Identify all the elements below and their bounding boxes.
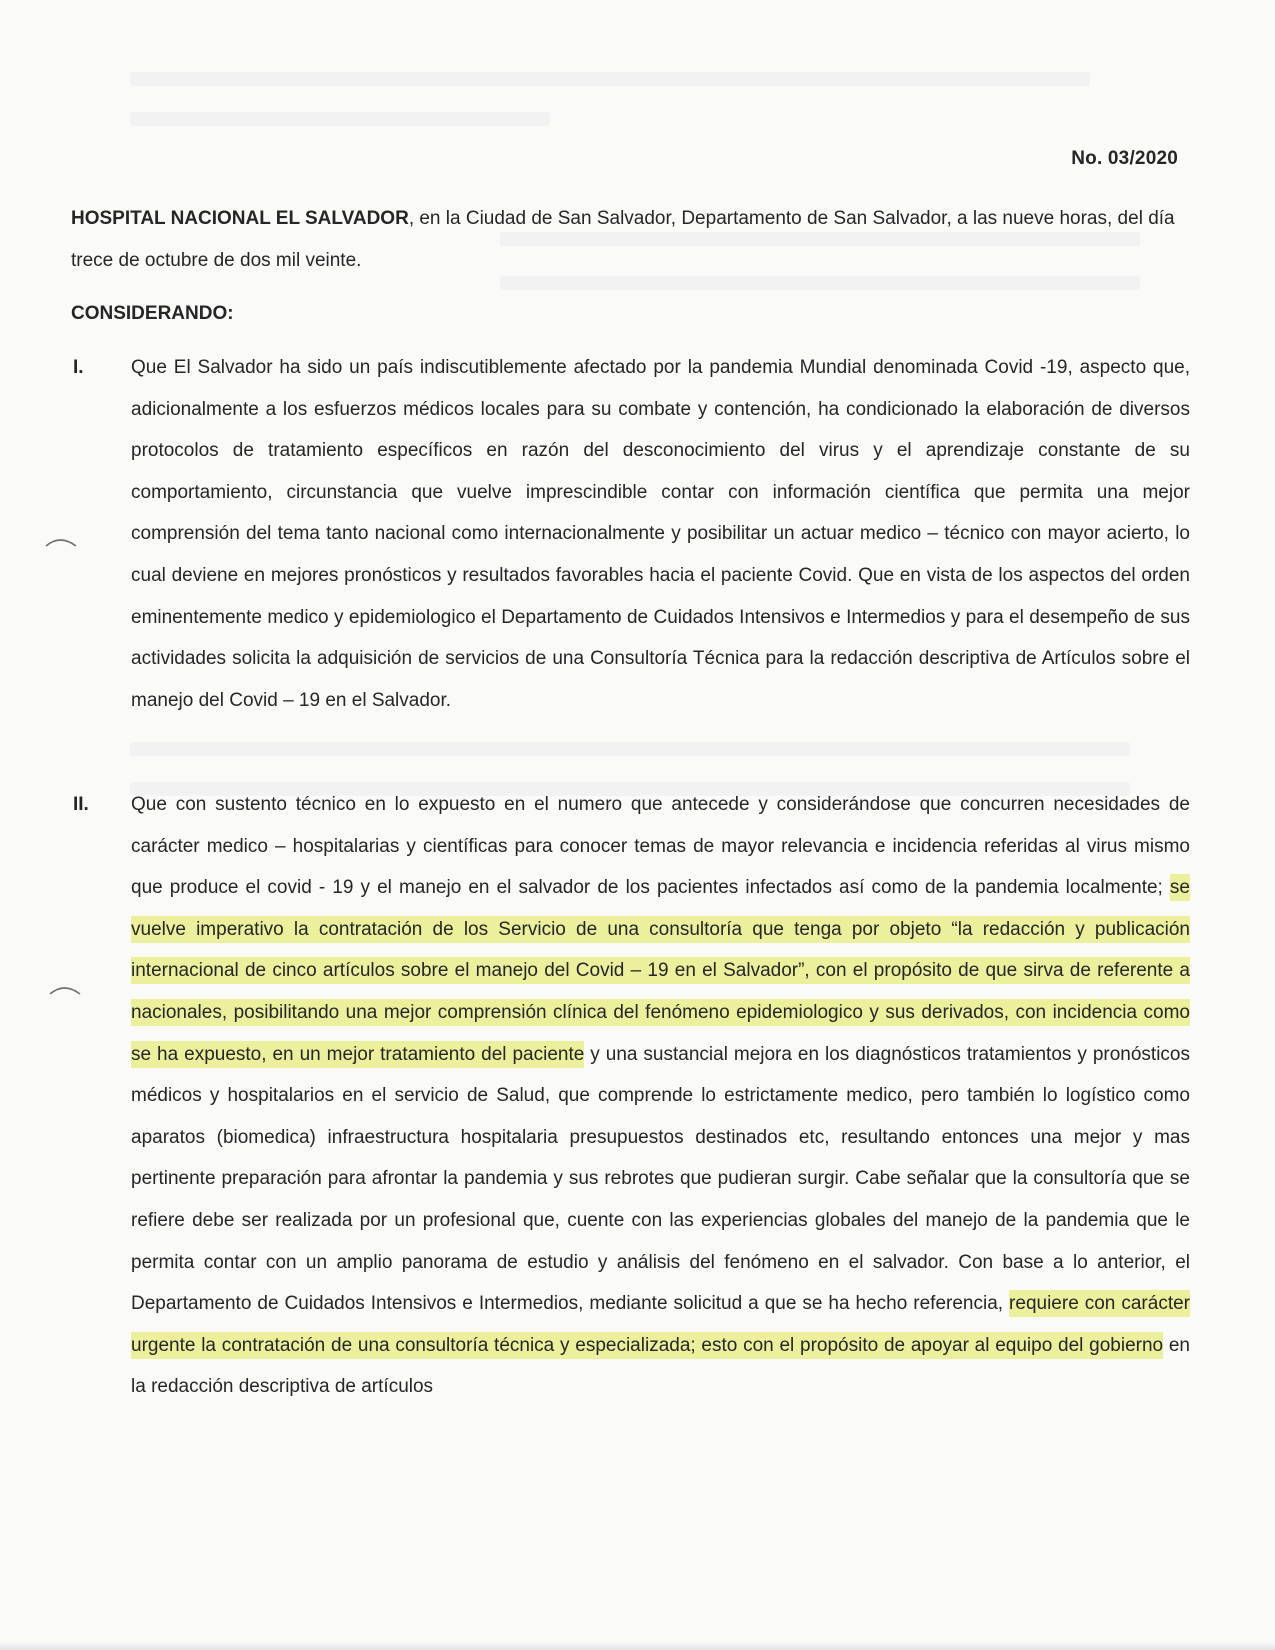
hospital-name: HOSPITAL NACIONAL EL SALVADOR: [71, 208, 409, 229]
considerando-item-2: [71, 784, 1190, 1408]
intro-paragraph: [71, 198, 1179, 282]
considerando-item-1: [71, 347, 1190, 721]
item-text: Que El Salvador ha sido un país indiscutiblemente afectado por la pandemia Mundial denominada Covid -19, aspecto que, adicionalmente a los esfuerzos médicos locales para su combate y contención, ha condicionado la elaboración de diversos protocolos de tratamiento específicos en razón del desconocimiento del virus y el aprendizaje constante de su comportamiento, circunstancia que vuelve imprescindible contar con información científica que permita una mejor comprensión del tema tanto nacional como internacionalmente y posibilitar un actuar medico – técnico con mayor acierto, lo cual deviene en mejores pronósticos y resultados favorables hacia el paciente Covid. Que en vista de los aspectos del orden eminentemente medico y epidemiologico el Departamento de Cuidados Intensivos e Intermedios y para el desempeño de sus actividades solicita la adquisición de servicios de una Consultoría Técnica para la redacción descriptiva de Artículos sobre el manejo del Covid – 19 en el Salvador.: [131, 357, 1190, 711]
bleed-through-line: [130, 112, 550, 126]
item-text-segment: y una sustancial mejora en los diagnósticos tratamientos y pronósticos médicos y hospitalarios en el servicio de Salud, que comprende lo estrictamente medico, pero también lo logístico como aparatos (biomedica) infraestructura hospitalaria presupuestos destinados etc, resultando entonces una mejor y mas pertinente preparación para afrontar la pandemia y sus rebrotes que pudieran surgir. Cabe señalar que la consultoría que se refiere debe ser realizada por un profesional que, cuente con las experiencias globales del manejo de la pandemia que le permita contar con un amplio panorama de estudio y análisis del fenómeno en el salvador. Con base a lo anterior, el Departamento de Cuidados Intensivos e Intermedios, mediante solicitud a que se ha hecho referencia,: [131, 1043, 1190, 1315]
item-text-segment: Que con sustento técnico en lo expuesto en el numero que antecede y considerándose que concurren necesidades de carácter medico – hospitalarias y científicas para conocer temas de mayor relevancia e incidencia referidas al virus mismo que produce el covid - 19 y el manejo en el salvador de los pacientes infectados así como de la pandemia localmente;: [131, 794, 1190, 899]
item-numeral: I.: [73, 357, 84, 378]
item-numeral: II.: [73, 794, 89, 815]
section-heading: CONSIDERANDO:: [71, 303, 234, 324]
scan-bottom-edge: [0, 1642, 1275, 1650]
document-number: No. 03/2020: [1071, 148, 1178, 169]
punch-mark-arc: [48, 980, 88, 1010]
highlighted-passage: requiere con carácter urgente la contratación de una consultoría técnica y especializada; esto con el propósito de apoyar al equipo del gobierno: [131, 1290, 1190, 1359]
punch-mark-arc: [44, 532, 84, 562]
bleed-through-line: [130, 742, 1130, 756]
highlighted-passage: se vuelve imperativo la contratación de los Servicio de una consultoría que tenga por objeto “la redacción y publicación internacional de cinco artículos sobre el manejo del Covid – 19 en el Salvador”, con el propósito de que sirva de referente a nacionales, posibilitando una mejor comprensión clínica del fenómeno epidemiologico y sus derivados, con incidencia como se ha expuesto, en un mejor tratamiento del paciente: [131, 874, 1190, 1067]
item-text-segment: en la redacción descriptiva de artículos: [131, 1334, 1190, 1398]
item-text: [131, 784, 1190, 1408]
bleed-through-line: [130, 72, 1090, 86]
intro-text: , en la Ciudad de San Salvador, Departamento de San Salvador, a las nueve horas, del día trece de octubre de dos mil veinte.: [71, 208, 1175, 271]
